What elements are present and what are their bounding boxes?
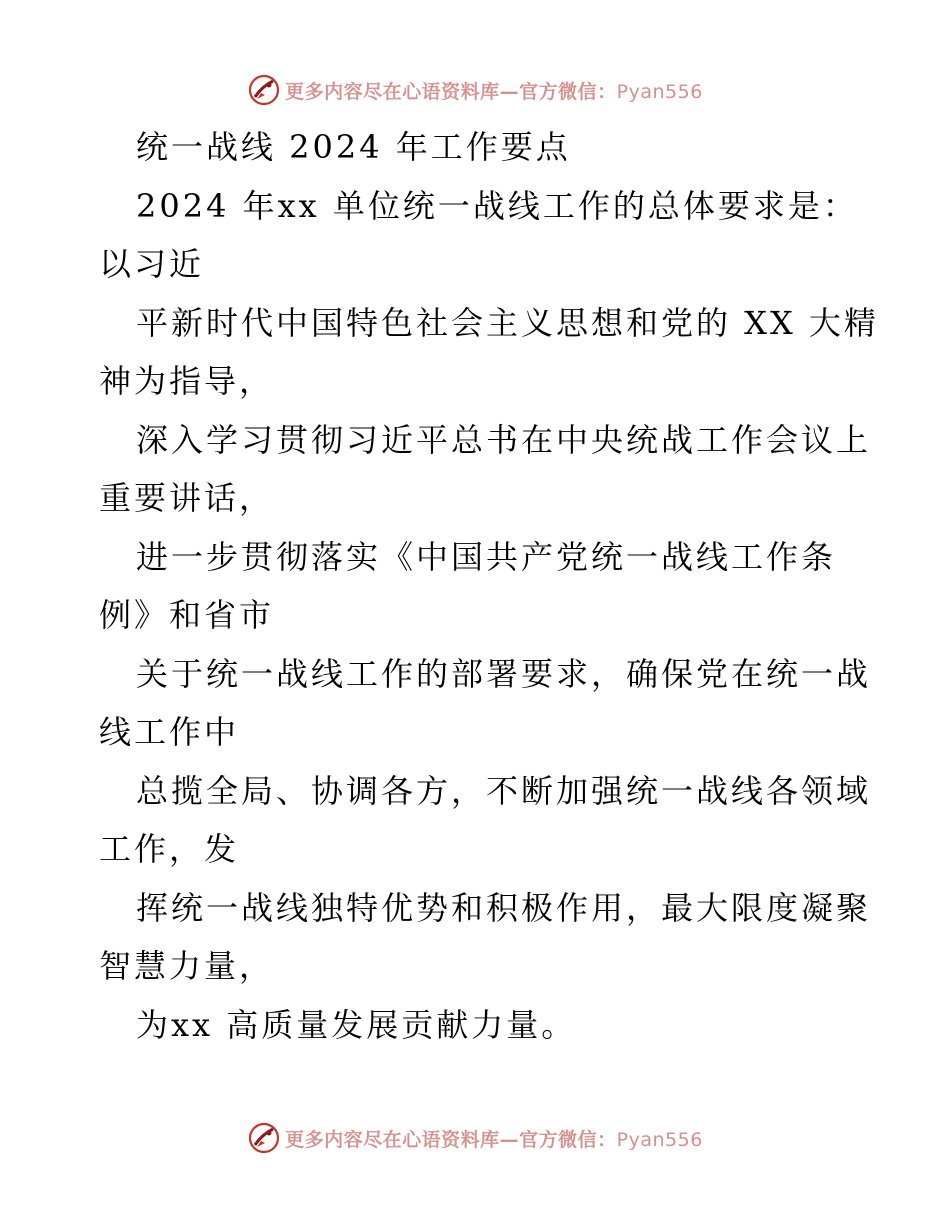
text-line: 例》和省市 [99,596,275,634]
text-line: 重要讲话， [99,479,275,517]
text-line: 以习近 [99,245,205,283]
text-line: 线工作中 [99,713,240,751]
text-line: 2024 年xx 单位统一战线工作的总体要求是： [136,186,858,225]
watermark-banner-bottom [0,1118,950,1158]
text-line: 总揽全局、协调各方，不断加强统一战线各领域 [136,771,872,810]
text-line: 挥统一战线独特优势和积极作用，最大限度凝聚 [136,888,872,927]
text-line: 为xx 高质量发展贡献力量。 [136,1005,577,1044]
text-line: 神为指导， [99,362,275,400]
pen-circle-logo-icon [247,73,281,107]
text-line: 关于统一战线工作的部署要求，确保党在统一战 [136,654,872,693]
text-line: 进一步贯彻落实《中国共产党统一战线工作条 [136,537,837,576]
watermark-banner-top [0,70,950,110]
pen-circle-logo-icon [247,1121,281,1155]
text-line: 工作，发 [99,830,240,868]
text-line: 智慧力量， [99,947,275,985]
text-line: 深入学习贯彻习近平总书在中央统战工作会议上 [136,420,872,459]
watermark-text: 更多内容尽在心语资料库—官方微信：Pyan556 [285,1128,703,1151]
document-title: 统一战线 2024 年工作要点 [136,128,571,166]
text-line: 平新时代中国特色社会主义思想和党的 XX 大精 [136,303,879,342]
document-body [99,118,879,1054]
watermark-text: 更多内容尽在心语资料库—官方微信：Pyan556 [285,80,703,103]
